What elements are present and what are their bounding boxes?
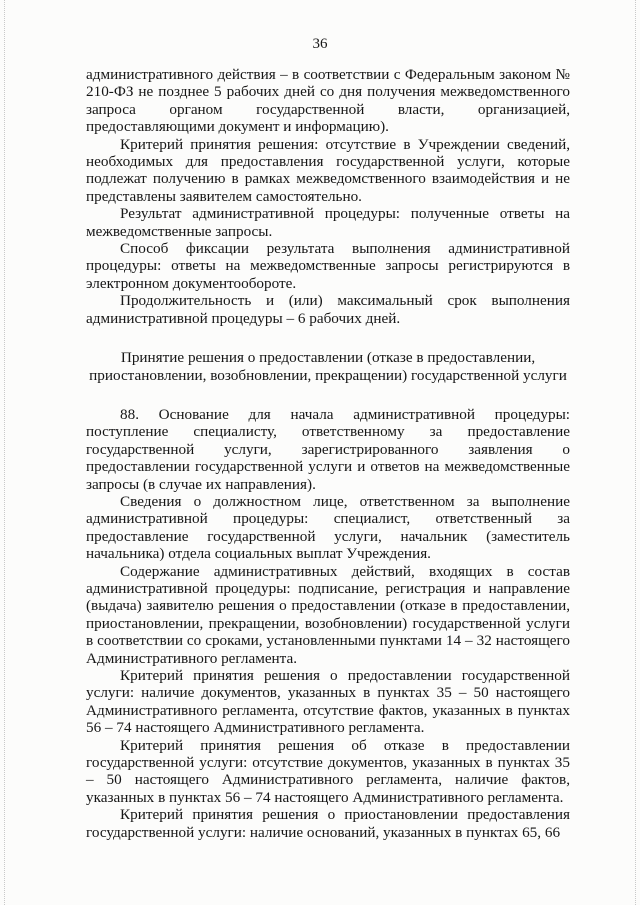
paragraph-procedure-result: Результат административной процедуры: полученные ответы на межведомственные запросы. xyxy=(86,205,570,240)
right-scan-border xyxy=(635,0,636,905)
paragraph-decision-criterion: Критерий принятия решения: отсутствие в Учреждении сведений, необходимых для предоставления государственной услуги, которые подлежат получению в рамках межведомственного взаимодействия и не представлены заявителем самостоятельно. xyxy=(86,135,570,205)
paragraph-suspension-criterion: Критерий принятия решения о приостановлении предоставления государственной услуги: наличие оснований, указанных в пунктах 65, 66 xyxy=(86,806,570,841)
left-scan-border xyxy=(4,0,5,905)
document-body xyxy=(86,66,570,841)
paragraph-actions-content: Содержание административных действий, входящих в состав административной процедуры: подписание, регистрация и направление (выдача) заявителю решения о предоставлении (отказе в предоставлении, приостановлении, прекращении, возобновлении) государственной услуги в соответствии со сроками, установленными пунктами 14 – 32 настоящего Административного регламента. xyxy=(86,562,570,667)
paragraph-88-basis: 88. Основание для начала административной процедуры: поступление специалисту, ответственному за предоставление государственной услуги, зарегистрированного заявления о предоставлении государственной услуги и ответов на межведомственные запросы (в случае их направления). xyxy=(86,405,570,493)
paragraph-duration: Продолжительность и (или) максимальный срок выполнения административной процедуры – 6 рабочих дней. xyxy=(86,292,570,327)
paragraph-continuation: административного действия – в соответствии с Федеральным законом № 210-ФЗ не позднее 5 рабочих дней со дня получения межведомственного запроса органом государственной власти, организацией, предоставляющими документ и информацию). xyxy=(86,66,570,136)
page-number: 36 xyxy=(312,36,328,52)
paragraph-refusal-criterion: Критерий принятия решения об отказе в предоставлении государственной услуги: отсутствие документов, указанных в пунктах 35 – 50 настоящего Административного регламента, наличие фактов, указанных в пунктах 56 – 74 настоящего Административного регламента. xyxy=(86,736,570,806)
paragraph-grant-criterion: Критерий принятия решения о предоставлении государственной услуги: наличие документов, указанных в пунктах 35 – 50 настоящего Административного регламента, отсутствие фактов, указанных в пунктах 56 – 74 настоящего Административного регламента. xyxy=(86,667,570,737)
paragraph-result-fixation: Способ фиксации результата выполнения административной процедуры: ответы на межведомственные запросы регистрируются в электронном документообороте. xyxy=(86,240,570,292)
paragraph-responsible-official: Сведения о должностном лице, ответственном за выполнение административной процедуры: специалист, ответственный за предоставление государственной услуги, начальник (заместитель начальника) отдела социальных выплат Учреждения. xyxy=(86,492,570,563)
section-heading: Принятие решения о предоставлении (отказе в предоставлении, приостановлении, возобновлении, прекращении) государственной услуги xyxy=(89,349,567,384)
